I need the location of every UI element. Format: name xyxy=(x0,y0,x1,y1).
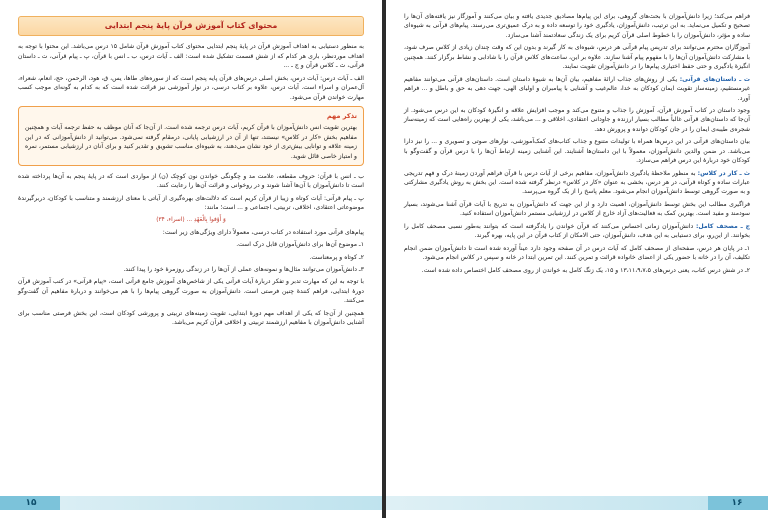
left-content xyxy=(18,12,364,478)
list-item: ۳ـ دانش‌آموزان می‌توانند مثال‌ها و نمونه‌های عملی از آن‌ها را در زندگی روزمرهٔ خود را پیدا کنند. xyxy=(123,266,364,274)
classwork-text: به منظور ملاحظهٔ یادگیری دانش‌آموزان، مفاهیم برخی از آیات درس با قرآن فراهم آوردن زمینهٔ درک و فهم تدریجی عبارات ساده و کوتاه قرآنی، در هر درس، بخشی به عنوان «کار در کلاس» درنظر گرفته شده است. این بخش به روش یادگیری مشارکتی و به صورت گروهی توسط دانش‌آموزان انجام می‌شود. معلم پاسخ را از یک گروه می‌پرسد. xyxy=(404,169,750,196)
paragraph: ۲ـ در شش درس کتاب، یعنی درس‌های ۱۳،۱۱،۹،۷،۵ و ۱۵، یک زنگ کامل به خواندن از روی مصحف کامل اختصاص داده شده است. xyxy=(421,266,750,274)
mushaf-heading: ج ـ مصحف کامل: xyxy=(695,222,750,230)
section-b-paragraph: ب ـ انس با قرآن: حروف مقطعه، علامت مد و چگونگی خواندن نون کوچک (ن) از مواردی است که در پایهٔ پنجم به آن‌ها پرداخته شده است تا دانش‌آموزان با آن‌ها آشنا شوند و در روخوانی و قرائت آن‌ها را رعایت کنند. xyxy=(18,172,364,190)
right-page xyxy=(386,0,768,518)
left-footer xyxy=(0,484,382,518)
section-c2-paragraph: پیام‌های قرآنی مورد استفاده در کتاب درسی، معمولاً دارای ویژگی‌های زیر است: xyxy=(162,228,364,236)
paragraph: ۱ـ در پایان هر درس، صفحه‌ای از مصحف کامل که آیات درس در آن صفحه وجود دارد عیناً آورده شده است تا دانش‌آموزان ضمن انجام تکلیف، آن را در خانه با حضور یکی از اعضای خانواده قرائت و تمرین کنند. این تمرین ابتدا در خانه و سپس در کلاس انجام می‌شود. xyxy=(404,244,750,262)
page-number: ۱۶ xyxy=(731,498,743,508)
story-heading: ت ـ داستان‌های قرآنی: xyxy=(679,75,750,83)
section-a-paragraph: الف ـ آیات درس: آیات درس، بخش اصلی درس‌های قرآن پایه پنجم است که از سوره‌های طاها، یس، ق، هود، الرحمن، حج، انعام، شعراء، آل‌عمران و اسراء است. آیات درس، علاوه بر کتاب درسی، در نوار آموزشی نیز قرائت شده است که به کدام به گونه‌ای موجب کسب مهارت خواندن قرآن می‌شود. xyxy=(18,74,364,101)
paragraph: وجود داستان در کتاب آموزش قرآن، آموزش را جذاب و متنوع می‌کند و موجب افزایش علاقه و انگیزهٔ کودکان به این درس می‌شود. از آن‌جا که داستان‌های قرآنی غالباً مطالب بسیار ارزنده و جاودانی اعتقادی، اخلاقی و ... می‌باشد، یکی از بهترین راه‌هایی است که زمینه‌ساز شجره‌ی طیبه‌ی ایمان را در جان کودکان دوانده و پرورش دهد. xyxy=(404,106,750,133)
classwork-heading: ث ـ کار در کلاس: xyxy=(697,169,751,177)
mushaf-text: دانش‌آموزان زمانی احساس می‌کنند که قرآن خواندن را یادگرفته است که بتوانند به‌طور نسبی مصحف کامل را بخوانند. از این‌رو، برای دستیابی به این هدف، دانش‌آموزان، حتی الامکان از کتاب قرآن در این پایه، بهره گیرند. xyxy=(404,222,750,240)
right-content xyxy=(404,12,750,478)
story-section xyxy=(404,75,750,103)
story-text: یکی از روش‌های جذاب ارائهٔ مفاهیم، بیان آن‌ها به شیوهٔ داستان است. داستان‌های قرآنی می‌توانند مفاهیم غیرمستقیم، زمینه‌ساز تقویت ایمان کودکان به خدا، عالم‌غیب و آشنایی با پیامبران و اولیای الهی، جهت دهی به حق و باطل و ... فراهم آورد. xyxy=(404,75,750,102)
page-number: ۱۵ xyxy=(25,498,37,508)
quran-quote: وَ أَوْفوا بِالْعَهْدِ ... (اسراء، ۳۴) xyxy=(156,216,226,223)
note-text: بهترین تقویت انس دانش‌آموزان با قرآن کریم، آیات درس ترجمه شده است. از آن‌جا که آنان موظف به حفظ ترجمه آیات و همچنین مفاهیم بخش «کار در کلاس» نیستند، تنها از آن در ارزشیابی پایانی، درمقام گرفته نمی‌شود. می‌توانید از دانش‌آموزانی که در این زمینه علاقه و توانایی بیش‌تری از خود نشان می‌دهند، به شیوه‌ای مناسب تشویق و تقدیر کنید و برای آنان در ارزشیابی مستمر، نمره و امتیاز خاصی قائل شوید. xyxy=(25,124,357,160)
paragraph: فراهم می‌کند؛ زیرا دانش‌آموزان با بحث‌های گروهی، برای این پیام‌ها مصادیق جدیدی یافته و بیان می‌کنند و آموزگار نیز یافته‌های آن‌ها را تصحیح و تکمیل می‌نماید. به این ترتیب، دانش‌آموزان، یادگیری خود را توسعه داده و به درک عمیق‌تری می‌رسند. پیام‌های قرآنی به شیوه‌ای ساده و مؤثر، دانش‌آموزان را با خطوط اصلی قرآن کریم برای یک زندگی سعادتمند آشنا می‌سازد. xyxy=(404,13,750,39)
list-item: ۲ـ کوتاه و پرمعناست. xyxy=(309,253,364,261)
paragraph: فراگیری مطالب این بخش توسط دانش‌آموزان، اهمیت دارد و از این جهت که دانش‌آموزان به تدریج با آیات قرآن آشنا می‌شوند، بسیار سودمند و مفید است. بهترین کمک به فعالیت‌های آزاد خارج از کلاس در ارزشیابی مستمر دانش‌آموزان استفاده کنید. xyxy=(404,200,750,218)
left-page xyxy=(0,0,382,518)
intro-paragraph: به منظور دستیابی به اهداف آموزش قرآن در پایهٔ پنجم ابتدایی محتوای کتاب آموزش قرآن شامل ۱۵ درس می‌باشد. این محتوا با توجه به اهداف موردنظر، باری هر کدام که از شش قسمت تشکیل شده است: الف ـ آیات درس، ب ـ انس با قرآن، پ ـ پیام قرآنی، ت ـ داستان قرآنی، ث ـ کلاس قرآن و ج ـ ... xyxy=(18,43,364,70)
paragraph: بیان داستان‌های قرآنی در این درس‌ها همراه با تولیدات متنوع و جذاب کتاب‌های کمک‌آموزشی، نوارهای صوتی و تصویری و ... را نیز دارا می‌باشد. در ضمن والدین دانش‌آموزان، معمولاً با این داستان‌ها آشنایند. این آشنایی زمینه ارتباط آن‌ها را با درس قرآن و گفت‌وگو با کودکان خود دربارهٔ این درس فراهم می‌سازد. xyxy=(404,138,750,165)
paragraph: آموزگاران محترم می‌توانند برای تدریس پیام قرآنی هر درس، شیوه‌ای به کار گیرند و بدون این که وقت چندان زیادی از کلاس صرف شود، با مشارکت دانش‌آموزان آن‌ها را با مفهوم پیام آشنا سازند. علاوه بر این، ساعت‌های کلاس قرآن را با شادابی و نشاط برگزار کنند. همچنین انگیزهٔ یادگیری و حتی حفظ اختیاری پیام‌ها را در دانش‌آموزان تقویت نمایند. xyxy=(404,44,750,71)
closing-paragraph-2: همچنین از آن‌جا که یکی از اهداف مهم دورهٔ ابتدایی، تقویت زمینه‌های تربیتی و پرورشی کودکان است، این بخش فرصتی مناسب برای آشنایی دانش‌آموزان با مفاهیم ارزشمند تربیتی و اخلاقی قرآن کریم می‌باشد. xyxy=(18,309,364,327)
section-title: محتوای کتاب آموزش قرآن پایهٔ پنجم ابتدایی xyxy=(18,16,364,36)
classwork-section xyxy=(404,169,750,197)
list-item: ۱ـ موضوع آن‌ها برای دانش‌آموزان قابل درک است. xyxy=(236,241,364,249)
closing-paragraph-1: با توجه به این که مهارت تدبر و تفکر دربارهٔ آیات قرآنی یکی از شاخص‌های آموزش جامع قرآنی است، «پیام قرآنی» در کتب آموزش قرآن دورهٔ ابتدایی، فراهم کنندهٔ چنین فرصتی است. دانش‌آموزان به صورت گروهی پیام‌ها را با هم می‌خوانند و دربارهٔ مفاهیم آن گفت‌وگو می‌کنند. xyxy=(18,278,364,305)
mushaf-section xyxy=(404,222,750,241)
important-note-box xyxy=(18,106,364,166)
section-c-paragraph: پ ـ پیام قرآنی: آیات کوتاه و زیبا از قرآن کریم است که دلالت‌های بهره‌گیری از آیاتی با معنای ارزشمند و متناسب با کودکان، دربرگیرندهٔ موضوعاتی اعتقادی، اخلاقی، تربیتی، اجتماعی و ... است؛ مانند: xyxy=(18,194,364,212)
right-footer xyxy=(386,484,768,518)
note-title: تذکر مهم xyxy=(326,112,357,121)
